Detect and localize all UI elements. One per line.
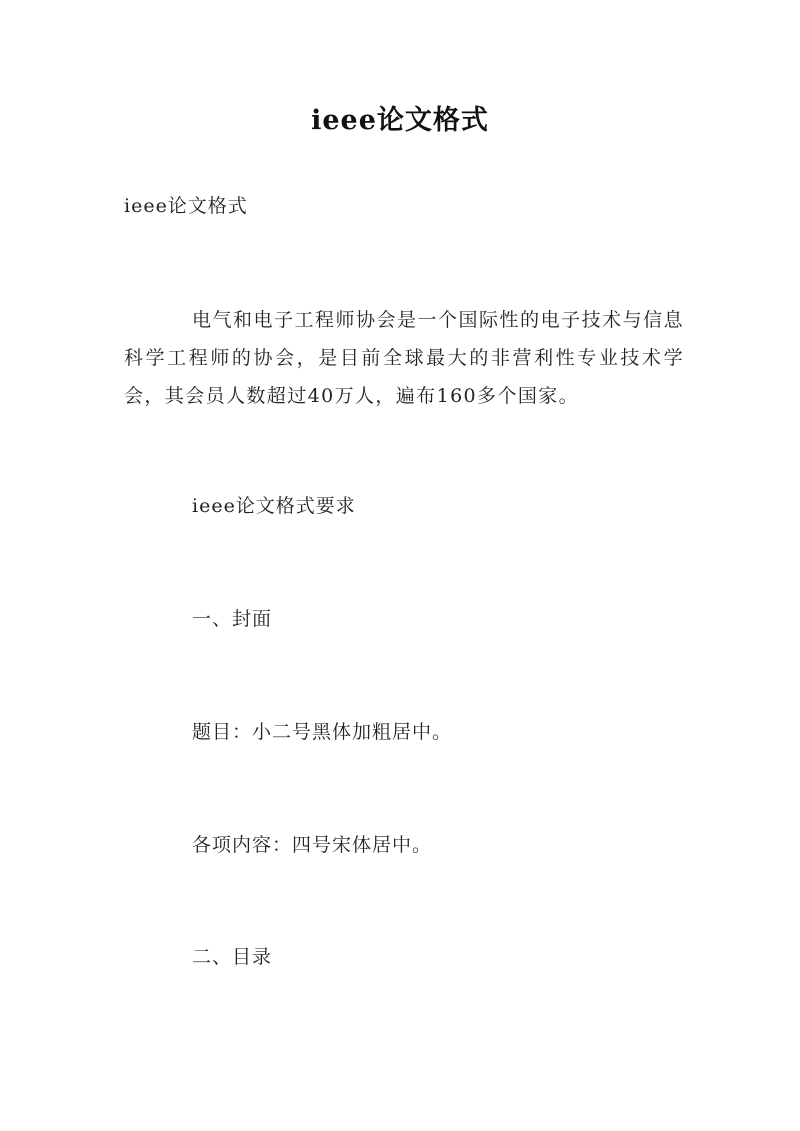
list-item-title-format: 题目：小二号黑体加粗居中。	[192, 721, 453, 743]
section-heading: ieee论文格式要求	[192, 495, 356, 517]
document-subtitle: ieee论文格式	[124, 195, 248, 217]
list-item-content-format: 各项内容：四号宋体居中。	[192, 834, 433, 856]
intro-paragraph: 电气和电子工程师协会是一个国际性的电子技术与信息科学工程师的协会，是目前全球最大的非营利性专业技术学会，其会员人数超过40万人，遍布160多个国家。	[124, 309, 684, 407]
document-title: ieee论文格式	[311, 105, 489, 136]
list-item-contents: 二、目录	[192, 946, 273, 968]
list-item-cover: 一、封面	[192, 608, 273, 630]
